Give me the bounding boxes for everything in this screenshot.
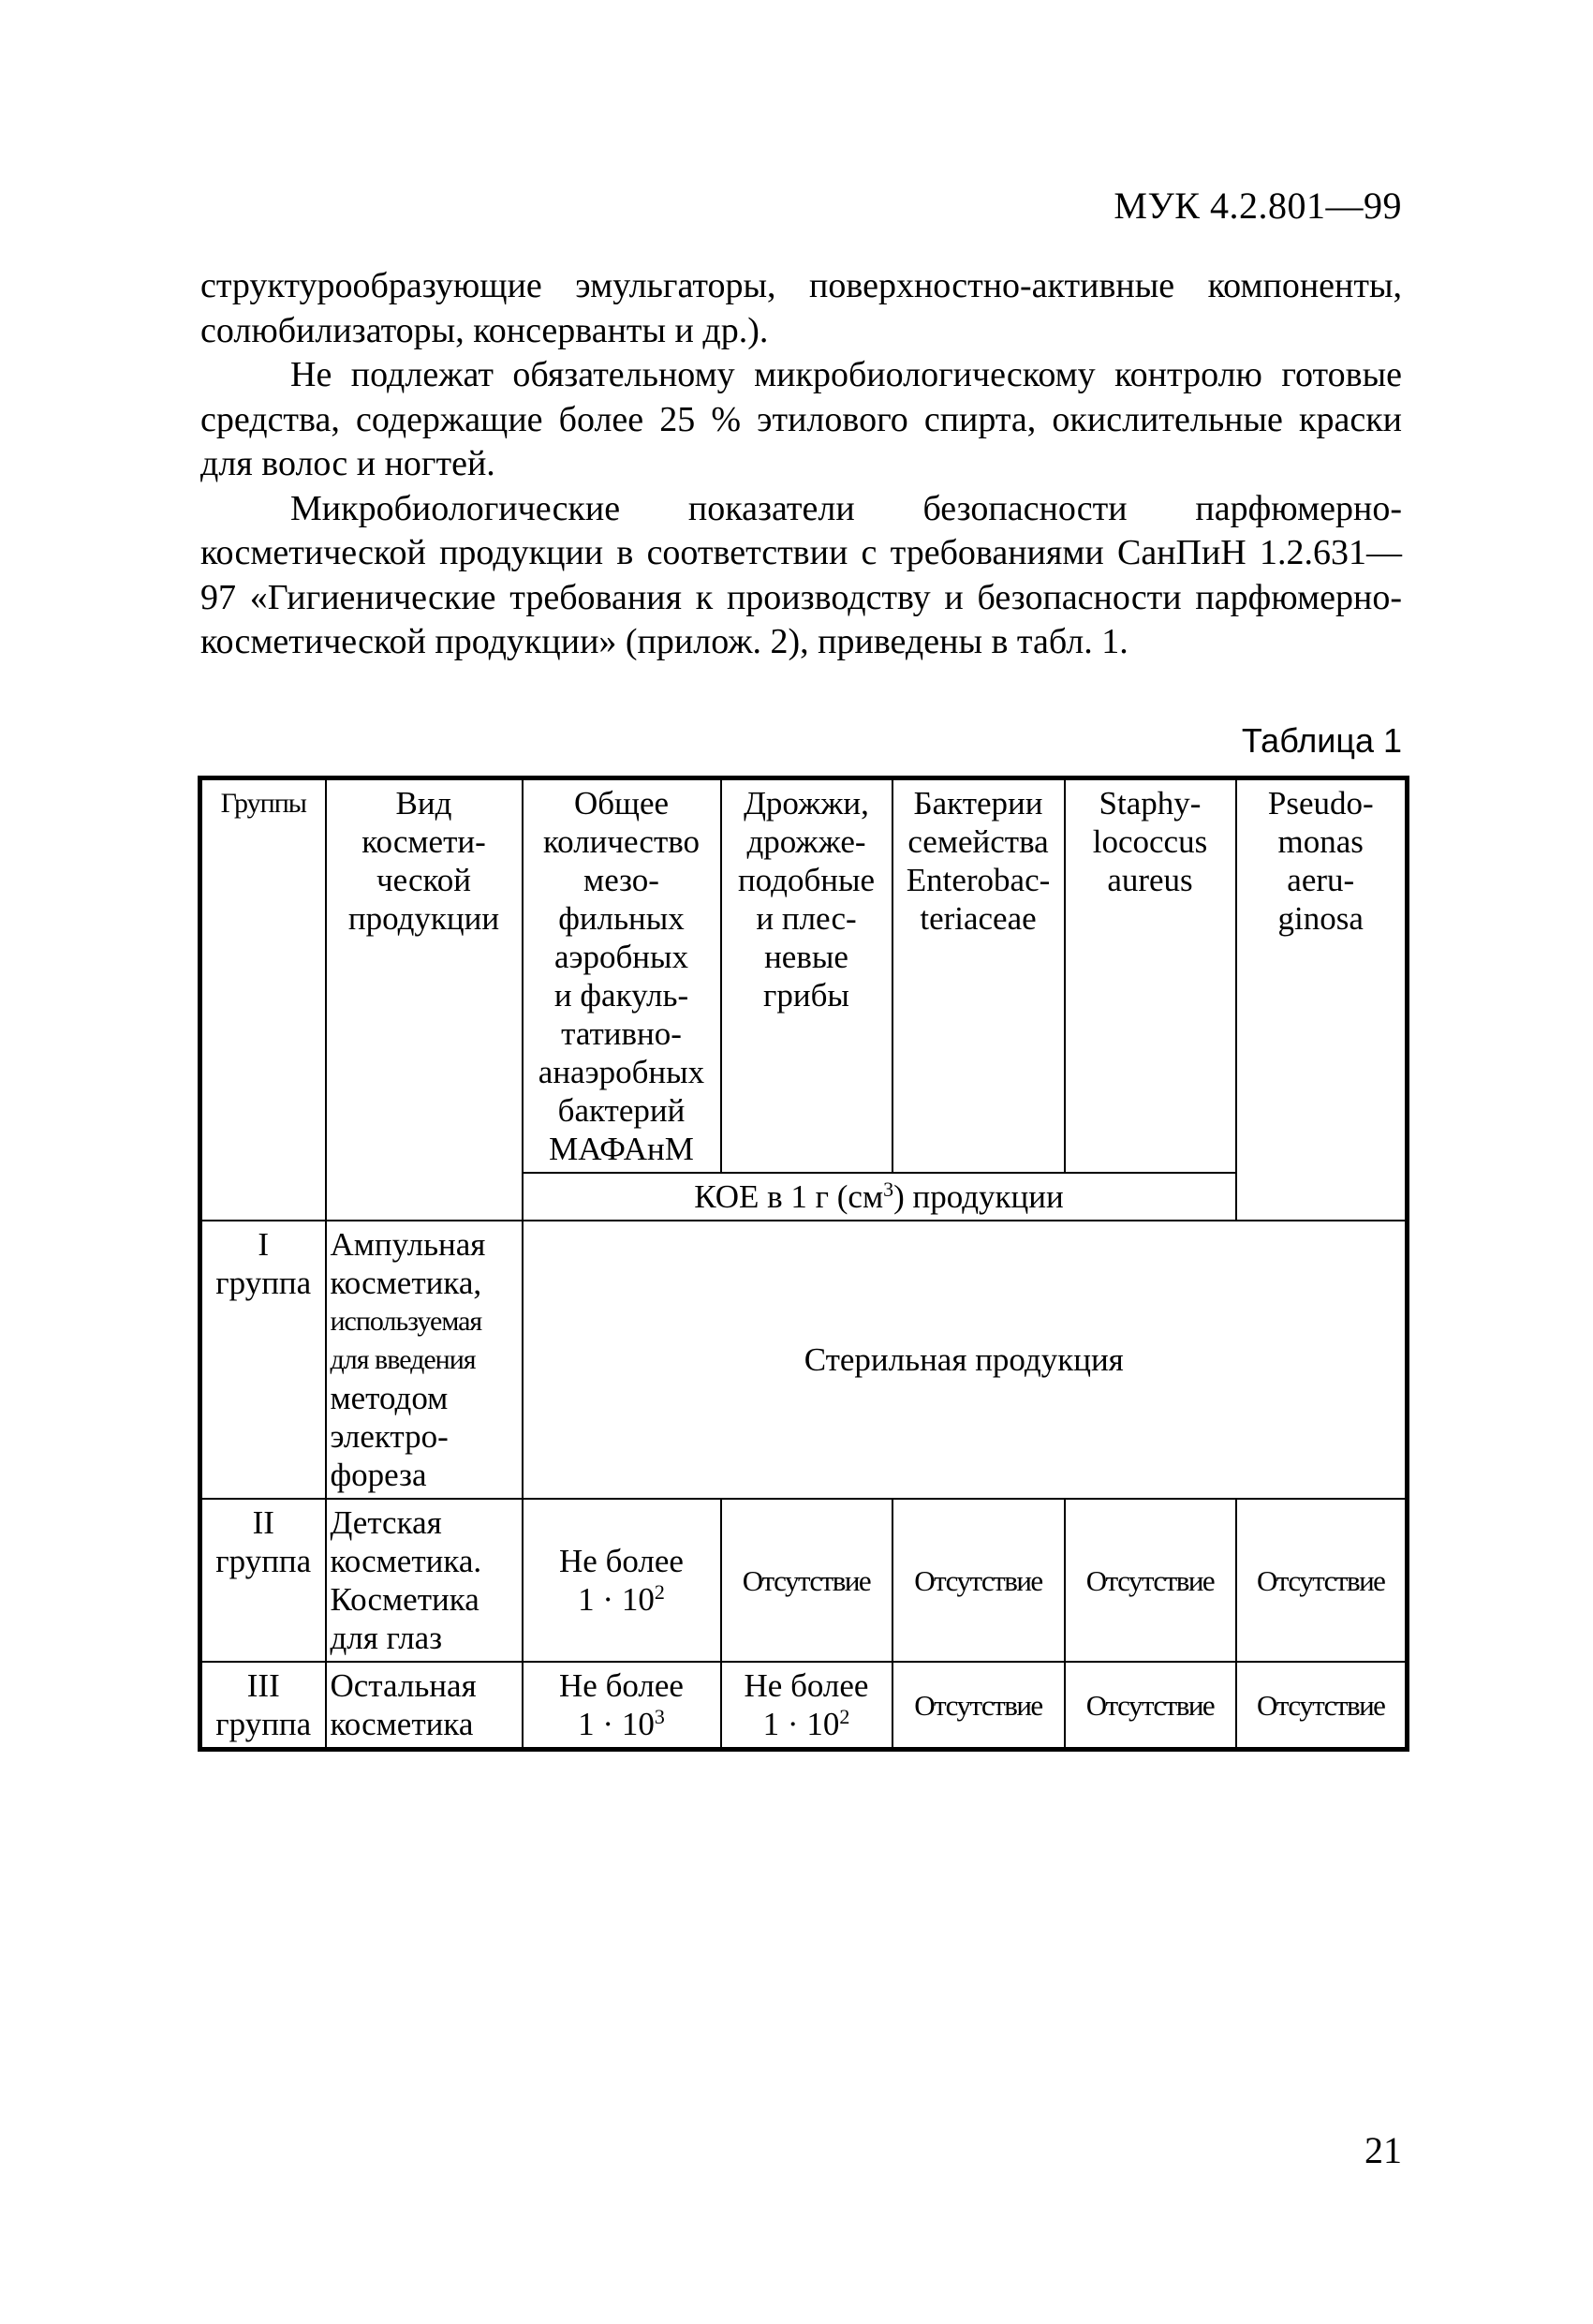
header-row (200, 778, 1408, 1174)
staphylococcus-cell: Отсутствие (1065, 1499, 1236, 1662)
header-mafanm: Общее количество мезо- фильных аэробных и факуль- тативно- анаэробных бактерий МАФАнМ (523, 778, 721, 1174)
paragraph-indicators: Микробиологические показатели безопасности парфюмерно-косметической продукции в соответствии с требованиями СанПиН 1.2.631—97 «Гигиенические требования к производству и безопасности парфюмерно-косметической продукции» (прилож. 2), приведены в табл. 1. (200, 488, 1402, 661)
document-code: МУК 4.2.801—99 (1114, 185, 1402, 227)
table-row (200, 1499, 1408, 1662)
yeast-cell: Отсутствие (721, 1499, 892, 1662)
staphylococcus-cell: Отсутствие (1065, 1662, 1236, 1750)
group-cell: II группа (200, 1499, 326, 1662)
header-groups: Группы (200, 778, 326, 1221)
body-text (200, 264, 1402, 665)
paragraph-exemptions: Не подлежат обязательному микробиологическому контролю готовые средства, содержащие более 25 % этилового спирта, окислительные краски для волос и ногтей. (200, 355, 1402, 483)
pseudomonas-cell: Отсутствие (1236, 1499, 1408, 1662)
group-cell: III группа (200, 1662, 326, 1750)
kind-cell: Ампульная косметика, используемая для введения методом электро- фореза (326, 1221, 523, 1499)
header-enterobacteriaceae: Бактерии семейства Enterobac- teriaceae (892, 778, 1065, 1174)
mafanm-limit-cell: Не более $1 \cdot 10^3$ (523, 1662, 721, 1750)
pseudomonas-cell: Отсутствие (1236, 1662, 1408, 1750)
header-staphylococcus: Staphy- lococcus aureus (1065, 778, 1236, 1174)
kind-cell: Остальная косметика (326, 1662, 523, 1750)
table-caption: Таблица 1 (1241, 721, 1402, 760)
enterobacteriaceae-cell: Отсутствие (892, 1662, 1065, 1750)
units-label: КОЕ в 1 г $(см^3)$ продукции (523, 1173, 1236, 1221)
group-cell: I группа (200, 1221, 326, 1499)
page-number: 21 (1364, 2129, 1402, 2171)
kind-cell: Детская косметика. Косметика для глаз (326, 1499, 523, 1662)
table-row (200, 1221, 1408, 1499)
header-yeast: Дрожжи, дрожже- подобные и плес- невые грибы (721, 778, 892, 1174)
sterile-product-cell: Стерильная продукция (523, 1221, 1408, 1499)
mafanm-limit-cell: Не более $1 \cdot 10^2$ (523, 1499, 721, 1662)
header-kind: Вид космети- ческой продукции (326, 778, 523, 1221)
table-row (200, 1662, 1408, 1750)
header-pseudomonas: Pseudo- monas aeru- ginosa (1236, 778, 1408, 1221)
yeast-limit-cell: Не более $1 \cdot 10^2$ (721, 1662, 892, 1750)
microbiology-table (198, 776, 1409, 1752)
paragraph-continuation: структурообразующие эмульгаторы, поверхностно-активные компоненты, солюбилизаторы, консерванты и др.). (200, 266, 1402, 350)
enterobacteriaceae-cell: Отсутствие (892, 1499, 1065, 1662)
